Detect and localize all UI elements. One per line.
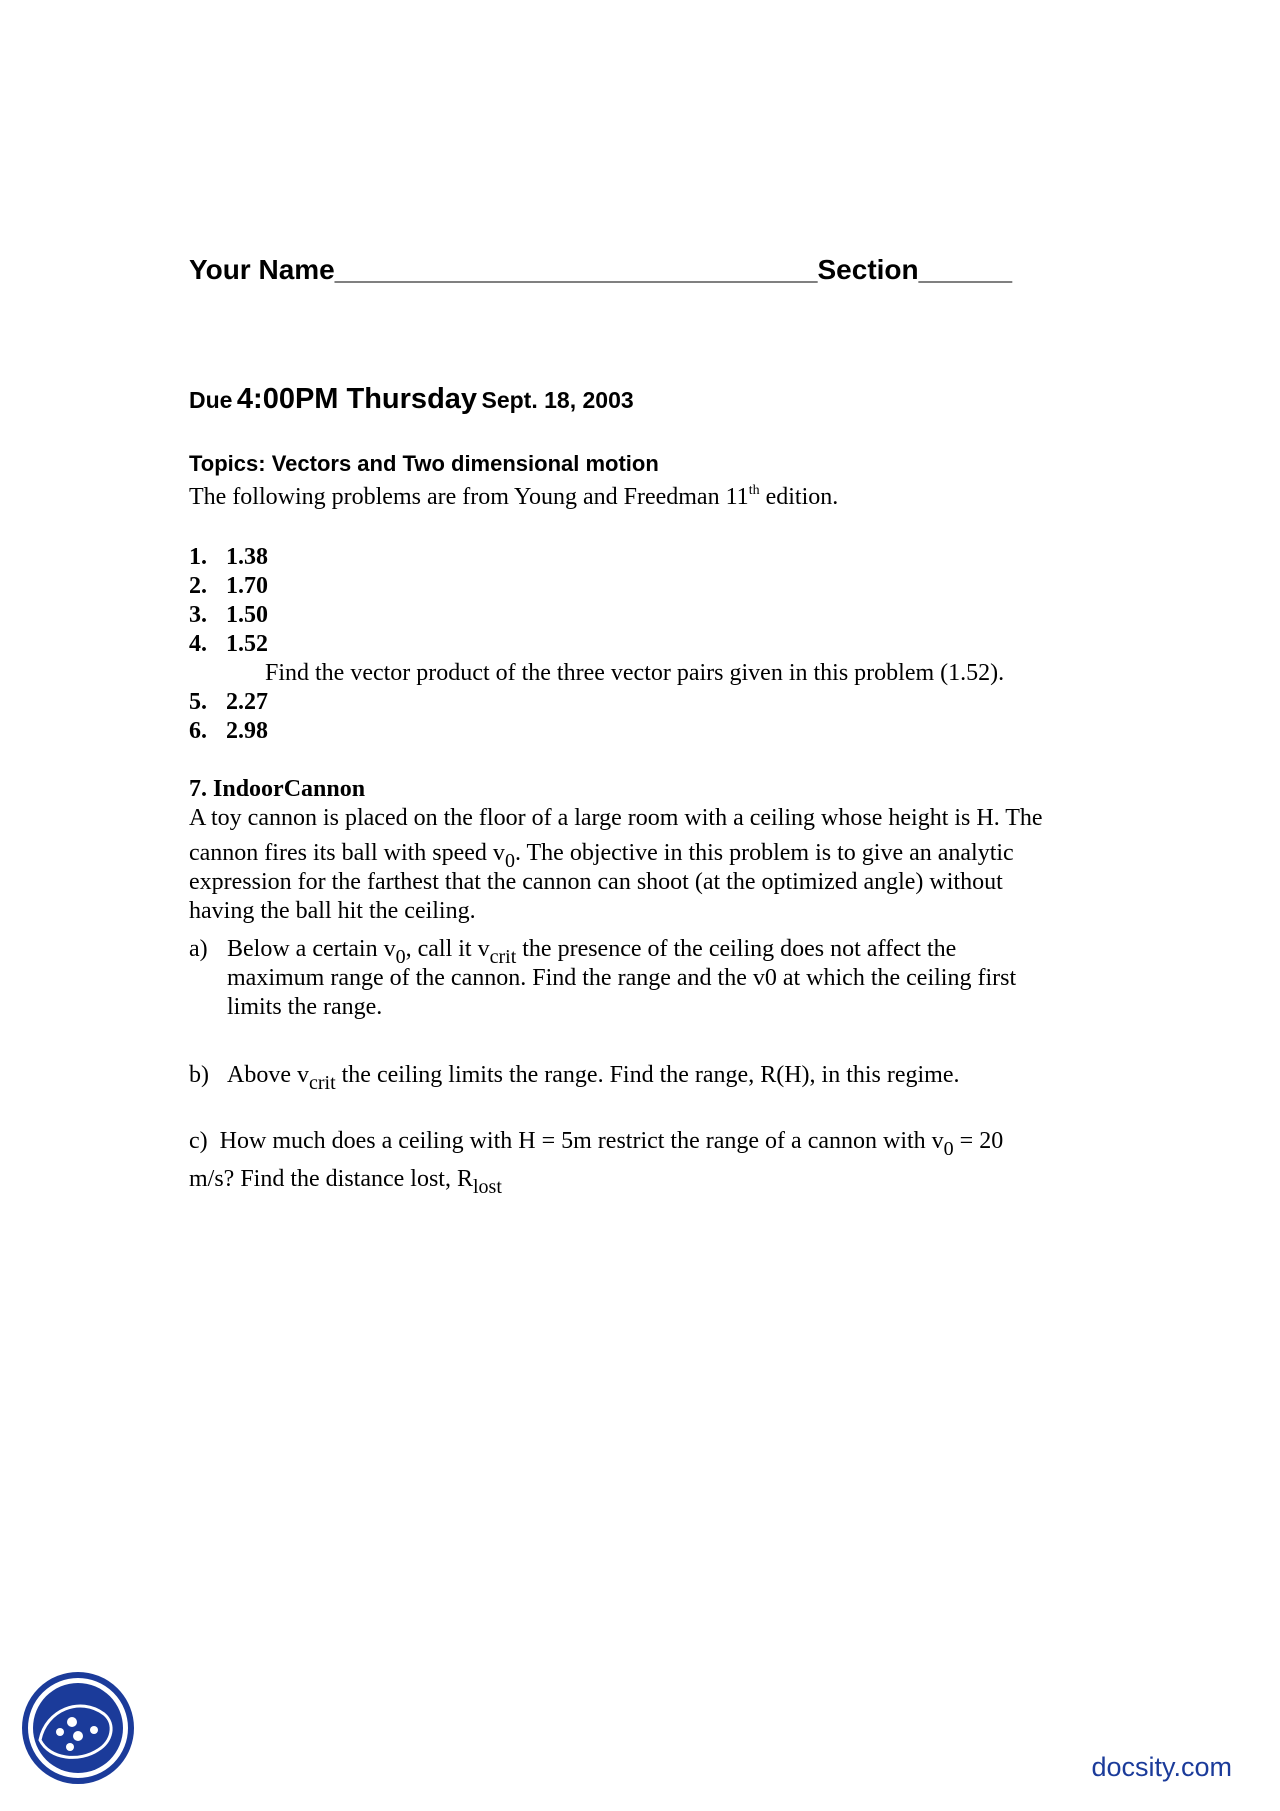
problem-7 xyxy=(189,775,1089,926)
docsity-watermark[interactable]: docsity.com xyxy=(1091,1752,1232,1782)
due-prefix: Due xyxy=(189,387,233,413)
part-c: c) How much does a ceiling with H = 5m restrict the range of a cannon with $v_0 = 20$ m/s? Find the distance lost, $R_{lost}$ xyxy=(189,1128,1004,1198)
part-a: a) Below a certain $v_0$, call it $v_{crit}$ the presence of the ceiling does not affect the maximum range of the cannon. Find the range and the v0 at which the ceiling first limits the range. xyxy=(189,936,1017,1020)
problem-note: Find the vector product of the three vector pairs given in this problem (1.52). xyxy=(265,660,1005,686)
problem-item: 1. 1.38 xyxy=(189,544,268,570)
intro-text: The following problems are from Young and Freedman 11th edition. xyxy=(189,483,839,510)
problem-7-description: A toy cannon is placed on the floor of a large room with a ceiling whose height is H. The cannon fires its ball with speed $v_0$. The objective in this problem is to give an analytic expression for the farthest that the cannon can shoot (at the optimized angle) without having the ball hit the ceiling. xyxy=(189,805,1043,924)
section-blank: ______ xyxy=(918,254,1013,285)
section-label: Section xyxy=(817,254,919,285)
docsity-logo-icon[interactable] xyxy=(20,1670,136,1786)
part-b: b) Above $v_{crit}$ the ceiling limits the range. Find the range, R(H), in this regime. xyxy=(189,1062,960,1094)
due-date-line xyxy=(189,383,634,416)
problem-list xyxy=(189,543,1004,746)
name-blank: _______________________________ xyxy=(334,254,818,285)
problem-item: 6. 2.98 xyxy=(189,718,268,744)
due-date: Sept. 18, 2003 xyxy=(481,387,634,413)
name-label: Your Name xyxy=(189,254,335,285)
problem-7-title: 7. IndoorCannon xyxy=(189,776,366,802)
problem-item: 3. 1.50 xyxy=(189,602,268,628)
problem-item: 4. 1.52 xyxy=(189,631,268,657)
problem-item: 2. 1.70 xyxy=(189,573,268,599)
due-time-day: 4:00PM Thursday xyxy=(236,383,478,415)
name-section-header xyxy=(189,254,1012,286)
problem-item: 5. 2.27 xyxy=(189,689,268,715)
topics-heading: Topics: Vectors and Two dimensional motion xyxy=(189,451,659,476)
